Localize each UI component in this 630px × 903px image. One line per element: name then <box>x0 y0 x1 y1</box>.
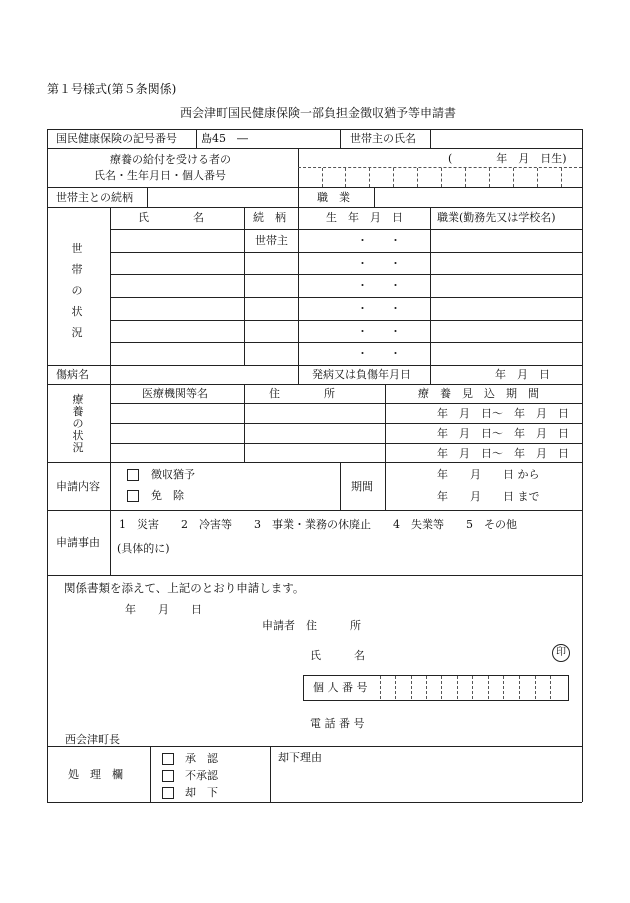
col-name-header: 氏 名 <box>138 211 204 224</box>
householder-name-label: 世帯主の氏名 <box>350 132 416 145</box>
medical-institution-header: 医療機関等名 <box>142 387 208 400</box>
mayor-label: 西会津町長 <box>65 733 120 746</box>
applicant-address-label: 申請者 住 所 <box>262 619 361 632</box>
householder-relation-value: 世帯主 <box>255 234 288 247</box>
dob-dots: ・ ・ <box>357 234 401 247</box>
household-status-label: 世帯の状況 <box>71 242 83 339</box>
phone-label: 電 話 番 号 <box>310 717 365 730</box>
disapprove-checkbox[interactable] <box>162 770 174 782</box>
reason-options: 1 災害 2 冷害等 3 事業・業務の休廃止 4 失業等 5 その他 <box>119 518 517 531</box>
relation-label: 世帯主との続柄 <box>56 191 133 204</box>
dob-dots: ・ ・ <box>357 325 401 338</box>
dob-dots: ・ ・ <box>357 302 401 315</box>
period-to: 年 月 日 まで <box>437 490 540 503</box>
application-date: 年 月 日 <box>125 603 202 616</box>
defer-option: 徴収猶予 <box>151 468 195 481</box>
form-number: 第１号様式(第５条関係) <box>47 82 177 96</box>
seal-mark: 印 <box>552 644 570 662</box>
reject-reason-label: 却下理由 <box>278 751 322 764</box>
period-label: 期間 <box>351 480 373 493</box>
personal-number-label: 個 人 番 号 <box>313 681 368 694</box>
reject-checkbox[interactable] <box>162 787 174 799</box>
onset-date: 年 月 日 <box>495 368 550 381</box>
exempt-option: 免 除 <box>151 489 184 502</box>
recipient-label-line1: 療養の給付を受ける者の <box>110 153 231 166</box>
insurance-number-label: 国民健康保険の記号番号 <box>56 132 177 145</box>
disapprove-option: 不承認 <box>185 769 218 782</box>
applicant-name-label: 氏 名 <box>310 649 365 662</box>
col-job-header: 職業(勤務先又は学校名) <box>437 211 556 224</box>
recipient-label-line2: 氏名・生年月日・個人番号 <box>94 169 226 182</box>
dob-dots: ・ ・ <box>357 279 401 292</box>
application-reason-label: 申請事由 <box>56 536 100 549</box>
period-range: 年 月 日～ 年 月 日 <box>437 447 569 460</box>
reject-option: 却 下 <box>185 786 218 799</box>
col-dob-header: 生 年 月 日 <box>326 211 403 224</box>
page-title: 西会津町国民健康保険一部負担金徴収猶予等申請書 <box>180 106 457 120</box>
treatment-status-label: 療養の状況 <box>72 393 84 454</box>
approve-checkbox[interactable] <box>162 753 174 765</box>
occupation-label: 職 業 <box>317 191 350 204</box>
declaration-text: 関係書類を添えて、上記のとおり申請します。 <box>64 581 305 595</box>
exempt-checkbox[interactable] <box>127 490 139 502</box>
address-header: 住 所 <box>269 387 335 400</box>
processing-label: 処 理 欄 <box>68 768 123 781</box>
onset-label: 発病又は負傷年月日 <box>312 368 411 381</box>
period-range: 年 月 日～ 年 月 日 <box>437 427 569 440</box>
col-relation-header: 続 柄 <box>253 211 286 224</box>
dob-dots: ・ ・ <box>357 347 401 360</box>
period-range: 年 月 日～ 年 月 日 <box>437 407 569 420</box>
defer-checkbox[interactable] <box>127 469 139 481</box>
reason-specific: (具体的に) <box>117 542 170 555</box>
insurance-number-prefix: 島45 ― <box>201 132 248 145</box>
dob-dots: ・ ・ <box>357 257 401 270</box>
treatment-period-header: 療 養 見 込 期 間 <box>418 387 539 400</box>
application-content-label: 申請内容 <box>56 480 100 493</box>
disease-label: 傷病名 <box>56 368 89 381</box>
approve-option: 承 認 <box>185 752 218 765</box>
birthdate-field: ( 年 月 日生) <box>448 152 567 165</box>
period-from: 年 月 日 から <box>437 468 540 481</box>
